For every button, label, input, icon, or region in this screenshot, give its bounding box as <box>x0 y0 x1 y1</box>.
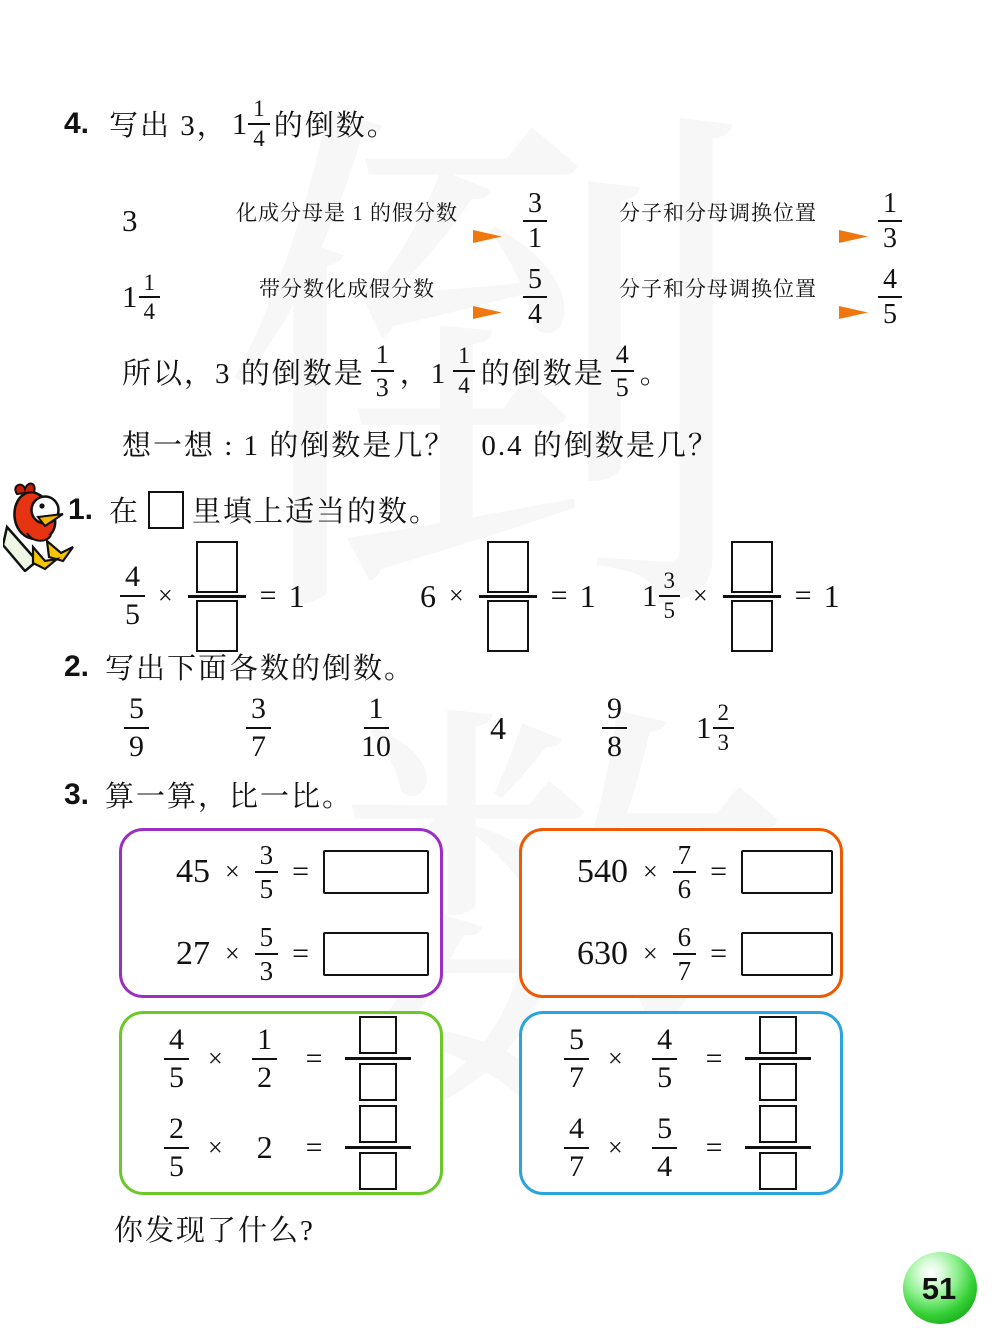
denominator-box[interactable] <box>487 600 529 652</box>
reciprocal-of-3: $\frac{1}{3}$ <box>371 340 394 402</box>
value-3-7: $\frac{3}{7}$ <box>246 684 271 772</box>
flow2-start-value: 1 $\frac{1}{4}$ <box>122 270 182 326</box>
operand: 2 <box>256 1129 273 1165</box>
equals-sign: = <box>292 855 310 888</box>
denominator-box[interactable] <box>759 1152 797 1190</box>
multiply-sign: × <box>158 581 173 610</box>
flow1-step2 <box>568 197 868 245</box>
operand: $\frac{4}{5}$ <box>642 1023 688 1094</box>
answer-box[interactable] <box>323 932 429 976</box>
arrow-label: 带分数化成假分数 <box>259 277 435 302</box>
equals-sign: = <box>305 1130 323 1164</box>
calc-row: 45 × $\frac{3}{5}$ = <box>122 831 440 913</box>
answer-fraction-boxes <box>345 1105 411 1190</box>
multiply-sign: × <box>693 581 708 610</box>
mixed-number-1-1-4: 1 $\frac{1}{4}$ <box>232 96 270 152</box>
fill-in-square[interactable] <box>148 491 184 529</box>
flow1-mid-fraction: $\frac{3}{1}$ <box>512 188 558 255</box>
example4-number: 4. <box>64 106 90 140</box>
numerator-box[interactable] <box>731 541 773 593</box>
numerator-box[interactable] <box>359 1016 397 1054</box>
operand: $\frac{5}{4}$ <box>642 1112 688 1183</box>
multiply-sign: × <box>449 581 464 610</box>
exercise1-title: 1. 在 里填上适当的数。 <box>68 492 441 528</box>
fraction-bar <box>745 1146 811 1149</box>
result-one: 1 <box>823 577 840 614</box>
example4-title-text2: 的倒数。 <box>273 110 398 143</box>
fraction-bar <box>745 1057 811 1060</box>
exercise2-number: 2. <box>64 649 90 683</box>
fraction-bar <box>345 1146 411 1149</box>
denominator-box[interactable] <box>759 1063 797 1101</box>
multiply-sign: × <box>225 857 240 886</box>
multiply-sign: × <box>208 1043 223 1073</box>
fraction-bar <box>345 1057 411 1060</box>
example4-title-text: 写出 3， <box>109 110 228 143</box>
page-number-ball <box>903 1252 977 1324</box>
calc-row: $\frac{2}{5}$ × 2 = <box>122 1103 440 1192</box>
discover-question: 你发现了什么? <box>114 1215 315 1247</box>
result-one: 1 <box>288 577 305 614</box>
value-4: 4 <box>490 709 506 746</box>
multiply-sign: × <box>208 1132 223 1162</box>
value-9-8: $\frac{9}{8}$ <box>602 684 627 772</box>
flow1-result-fraction: $\frac{1}{3}$ <box>878 188 902 255</box>
equals-sign: = <box>292 937 310 970</box>
equation-1-3-5-times-box: 1 $\frac{3}{5}$ × = 1 <box>642 538 840 654</box>
equals-sign: = <box>794 579 812 612</box>
calc-box-green <box>119 1011 443 1195</box>
flow1-start-value: 3 <box>122 203 138 239</box>
right-arrow-icon <box>568 304 868 321</box>
calc-box-purple <box>119 828 443 998</box>
equals-sign: = <box>705 1130 723 1164</box>
calc-row: 630 × $\frac{6}{7}$ = <box>522 913 840 995</box>
equals-sign: = <box>259 579 277 612</box>
answer-fraction-boxes <box>479 541 537 652</box>
fraction-bar <box>188 595 246 598</box>
denominator-box[interactable] <box>359 1152 397 1190</box>
equals-sign: = <box>705 1041 723 1075</box>
right-arrow-icon <box>192 304 502 321</box>
calc-row: $\frac{5}{7}$ × $\frac{4}{5}$ = <box>522 1014 840 1103</box>
calc-row: $\frac{4}{5}$ × $\frac{1}{2}$ = <box>122 1014 440 1103</box>
exercise1-number: 1. <box>68 492 94 526</box>
conclusion-line: 所以，3 的倒数是 $\frac{1}{3}$ ，1 $\frac{1}{4}$ 的倒数是 $\frac{4}{5}$ 。 <box>122 340 671 403</box>
calc-row: $\frac{4}{7}$ × $\frac{5}{4}$ = <box>522 1103 840 1192</box>
answer-fraction-boxes <box>188 541 246 652</box>
flow2-step1 <box>192 273 502 321</box>
answer-box[interactable] <box>741 932 833 976</box>
numerator-box[interactable] <box>487 541 529 593</box>
multiply-sign: × <box>643 939 658 968</box>
fraction-bar <box>479 595 537 598</box>
answer-fraction-boxes <box>345 1016 411 1101</box>
conversion-flow-of-3 <box>122 188 902 255</box>
flow2-step2 <box>568 273 868 321</box>
calc-box-orange <box>519 828 843 998</box>
fraction-1-4: $\frac{1}{4}$ <box>453 343 475 399</box>
denominator-box[interactable] <box>359 1063 397 1101</box>
calc-box-blue <box>519 1011 843 1195</box>
value-5-9: $\frac{5}{9}$ <box>124 684 149 772</box>
calc-row: 540 × $\frac{7}{6}$ = <box>522 831 840 913</box>
multiply-sign: × <box>643 857 658 886</box>
arrow-label: 化成分母是 1 的假分数 <box>236 201 458 226</box>
arrow-label: 分子和分母调换位置 <box>619 201 817 226</box>
value-1-10: $\frac{1}{10}$ <box>361 692 391 763</box>
answer-fraction-boxes <box>745 1105 811 1190</box>
operand: $\frac{1}{2}$ <box>242 1023 288 1094</box>
answer-box[interactable] <box>323 850 429 894</box>
equals-sign: = <box>550 579 568 612</box>
numerator-box[interactable] <box>196 541 238 593</box>
exercise2-title: 2. 写出下面各数的倒数。 <box>64 649 416 685</box>
multiply-sign: × <box>608 1132 623 1162</box>
value-1-2-3: 1 $\frac{2}{3}$ <box>696 684 734 772</box>
calc-row: 27 × $\frac{5}{3}$ = <box>122 913 440 995</box>
flow2-mid-fraction: $\frac{5}{4}$ <box>512 264 558 331</box>
equation-4-5-times-box: $\frac{4}{5}$ × = 1 <box>120 538 305 654</box>
multiply-sign: × <box>225 939 240 968</box>
denominator-box[interactable] <box>731 600 773 652</box>
numerator-box[interactable] <box>759 1105 797 1143</box>
denominator-box[interactable] <box>196 600 238 652</box>
equals-sign: = <box>305 1041 323 1075</box>
result-one: 1 <box>579 577 596 614</box>
multiply-sign: × <box>608 1043 623 1073</box>
numerator-box[interactable] <box>359 1105 397 1143</box>
answer-box[interactable] <box>741 850 833 894</box>
flow2-result-fraction: $\frac{4}{5}$ <box>878 264 902 331</box>
example4-title <box>64 96 398 152</box>
right-arrow-icon <box>568 228 868 245</box>
exercise3-title: 3. 算一算，比一比。 <box>64 777 354 813</box>
conversion-flow-of-1-1-4 <box>122 264 902 331</box>
equation-6-times-box: 6 × = 1 <box>420 538 596 654</box>
exercise3-number: 3. <box>64 777 90 811</box>
reciprocal-of-1-1-4: $\frac{4}{5}$ <box>611 340 634 402</box>
equals-sign: = <box>710 937 728 970</box>
numerator-box[interactable] <box>759 1016 797 1054</box>
right-arrow-icon <box>192 228 502 245</box>
fraction-bar <box>723 595 781 598</box>
flow1-step1 <box>192 197 502 245</box>
arrow-label: 分子和分母调换位置 <box>619 277 817 302</box>
answer-fraction-boxes <box>723 541 781 652</box>
answer-fraction-boxes <box>745 1016 811 1101</box>
think-line: 想一想 : 1 的倒数是几？ 0.4 的倒数是几？ <box>122 430 719 462</box>
page-number: 51 <box>921 1271 957 1306</box>
equals-sign: = <box>710 855 728 888</box>
